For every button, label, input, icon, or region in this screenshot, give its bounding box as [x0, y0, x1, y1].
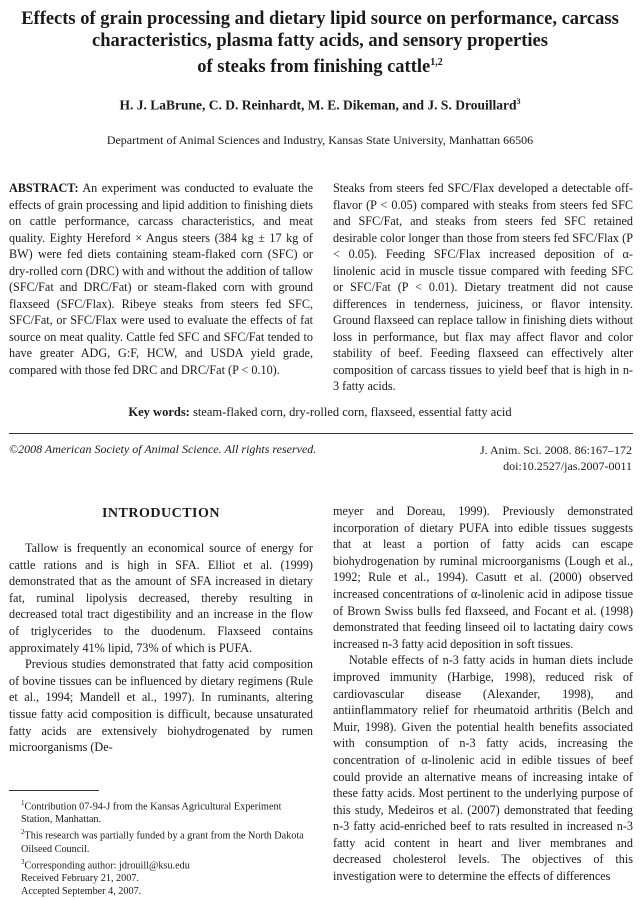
- footnote-mark: 2: [21, 828, 25, 837]
- title-footnote-mark: 1,2: [430, 57, 443, 68]
- intro-paragraph-1: Tallow is frequently an economical source of energy for cattle rations and is high in SFA. Elliot et al. (1999) demonstrated that as the amount of SFA increased in dietary fat, ruminal lipolysis decreased, thereby resulting in decreased total tract digestibility and an increase in the flow of triglycerides to the duodenum. Flaxseed contains approximately 41% lipid, 73% of which is PUFA.: [9, 541, 313, 655]
- footnote-text: Corresponding author: jdrouill@ksu.edu: [24, 860, 190, 872]
- paper-title: [20, 8, 620, 78]
- footnote-divider: [9, 790, 99, 791]
- intro-right-column: [333, 503, 633, 885]
- footnote-text: Received February 21, 2007.: [21, 873, 139, 885]
- footnote: [9, 872, 313, 885]
- authors-text: H. J. LaBrune, C. D. Reinhardt, M. E. Dikeman, and J. S. Drouillard: [119, 97, 517, 113]
- abstract-label: ABSTRACT:: [9, 181, 79, 195]
- journal-reference: J. Anim. Sci. 2008. 86:167–172: [479, 443, 632, 457]
- abstract-left-column: [9, 180, 313, 378]
- footnote-mark: 3: [21, 857, 25, 866]
- title-line-1: Effects of grain processing and dietary lipid source on performance, carcass: [21, 9, 619, 29]
- footnotes: [9, 797, 313, 898]
- footnote-text: This research was partially funded by a grant from the North Dakota Oilseed Council.: [21, 830, 304, 855]
- footnote: [9, 797, 313, 826]
- footnote: [9, 856, 313, 872]
- keywords-text: steam-flaked corn, dry-rolled corn, flaxseed, essential fatty acid: [189, 405, 512, 419]
- abstract-divider: [9, 433, 633, 434]
- intro-paragraph-continued: meyer and Doreau, 1999). Previously demonstrated incorporation of dietary PUFA into edible tissues suggests that at least a portion of fatty acids can escape biohydrogenation by ruminal microorganisms (Lough et al., 1992; Rule et al., 1994). Casutt et al. (2000) observed increased concentrations of α-linolenic acid in adipose tissue of Brown Swiss bulls fed flaxseed, and Focant et al. (1998) demonstrated that feeding linseed oil to lactating dairy cows increased n-3 fatty acid deposition in soft tissues.: [333, 504, 633, 651]
- author-footnote-mark: 3: [516, 97, 521, 106]
- keywords-label: Key words:: [128, 405, 190, 419]
- title-line-2: characteristics, plasma fatty acids, and sensory properties: [92, 31, 548, 51]
- footnote-text: Accepted September 4, 2007.: [21, 886, 142, 898]
- section-heading-introduction: INTRODUCTION: [101, 506, 220, 521]
- keywords: [20, 405, 620, 420]
- footnote: [9, 826, 313, 855]
- abstract-left-text: An experiment was conducted to evaluate the effects of grain processing and lipid addition to finishing diets on cattle performance, carcass characteristics, and meat quality. Eighty Hereford × Angus steers (384 kg ± 17 kg of BW) were fed diets containing steam-flaked corn (SFC) or dry-rolled corn (DRC) with and without the addition of tallow (SFC/Fat and DRC/Fat) or steam-flaked corn with ground flaxseed (SFC/Flax). Ribeye steaks from steers fed SFC, SFC/Fat, or SFC/Flax were used to evaluate the effects of fat source on meat quality. Cattle fed SFC and SFC/Fat tended to have greater ADG, G:F, HCW, and USDA yield grade, compared with those fed DRC and DRC/Fat (P < 0.10).: [9, 181, 313, 377]
- intro-paragraph-3: Notable effects of n-3 fatty acids in human diets include improved immunity (Harbige, 1998), reduced risk of cardiovascular disease (Alexander, 1998), and antiinflammatory relief for rheumatoid arthritis (Belch and Muir, 1998). Given the potential health benefits associated with consumption of n-3 fatty acids, increasing the concentration of α-linolenic acid in edible tissues of beef could provide an alternative means of increasing intake of these fatty acids. Most pertinent to the underlying purpose of this study, Medeiros et al. (2007) demonstrated that feeding n-3 fatty acid-enriched beef to rats resulted in increased n-3 fatty acid content in heart and liver membranes and decreased cholesterol levels. The objectives of this investigation were to determine the effects of differences: [333, 653, 633, 884]
- footnote-text: Contribution 07-94-J from the Kansas Agricultural Experiment Station, Manhattan.: [21, 801, 282, 826]
- intro-left-column: [9, 540, 313, 756]
- journal-citation: [480, 442, 632, 474]
- title-line-3: of steaks from finishing cattle: [197, 57, 431, 78]
- abstract-right-column: Steaks from steers fed SFC/Flax developed a detectable off-flavor (P < 0.05) compared with steaks from steers fed SFC and SFC/Fat, and steaks from steers fed SFC retained desirable color longer than those from steers fed SFC/Flax (P < 0.05). Feeding SFC/Flax increased deposition of α-linolenic acid in muscle tissue compared with feeding SFC or SFC/Fat (P < 0.01). Dietary treatment did not cause differences in tenderness, juiciness, or flavor intensity. Ground flaxseed can replace tallow in finishing diets without loss in performance, but flax may affect flavor and color stability of beef. Feeding flaxseed can effectively alter composition of carcass tissues to yield beef that is high in n-3 fatty acids.: [333, 181, 633, 393]
- footnote: [9, 885, 313, 898]
- affiliation: Department of Animal Sciences and Industry, Kansas State University, Manhattan 66506: [106, 133, 534, 147]
- intro-paragraph-2: Previous studies demonstrated that fatty acid composition of bovine tissues can be influenced by dietary regimens (Rule et al., 1994; Mandell et al., 1997). In ruminants, altering tissue fatty acid composition is difficult, because unsaturated fatty acids are extensively biohydrogenated by rumen microorganisms (De-: [9, 657, 313, 755]
- author-list: [20, 97, 620, 114]
- footnote-mark: 1: [21, 799, 25, 807]
- copyright-notice: ©2008 American Society of Animal Science. All rights reserved.: [9, 442, 317, 456]
- doi: doi:10.2527/jas.2007-0011: [503, 459, 632, 473]
